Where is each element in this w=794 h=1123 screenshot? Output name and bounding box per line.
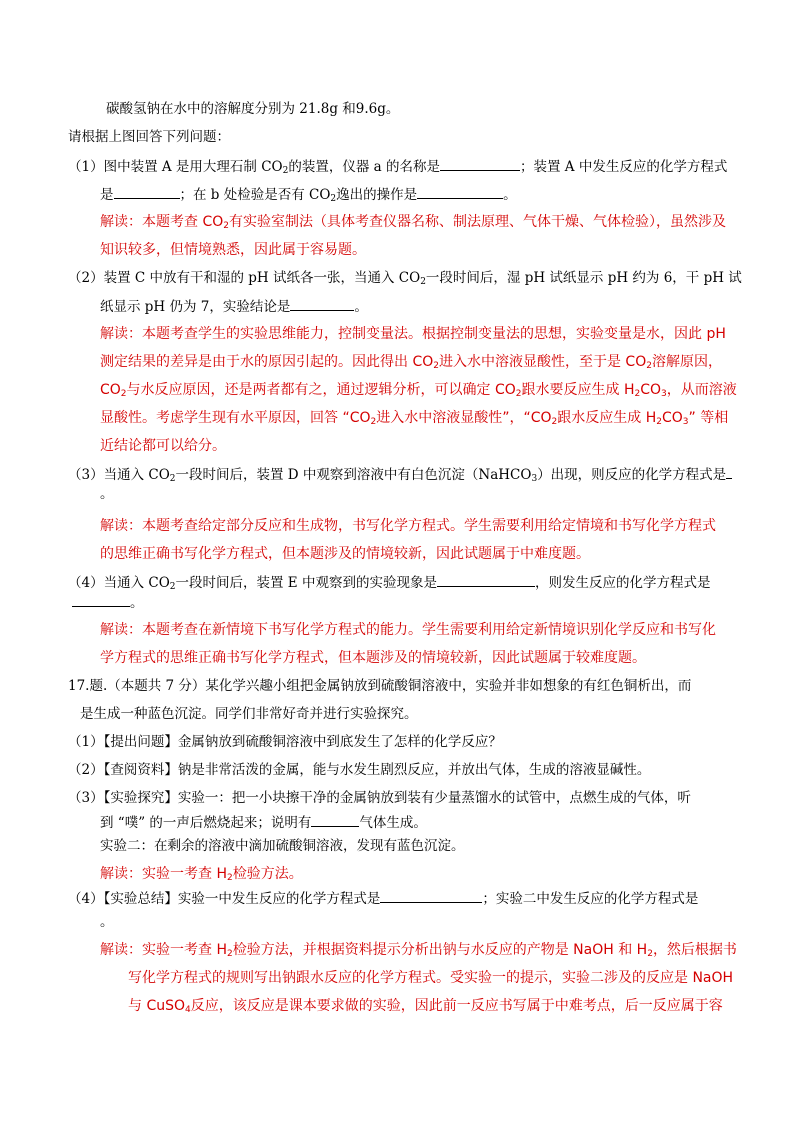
answer-blank[interactable] <box>114 184 180 199</box>
q17-commentary-4-3: 与 CuSO$_4$反应，该反应是课本要求做的实验，因此前一反应书写属于中难考点，后一反应属于容 <box>128 998 723 1015</box>
q1-commentary-2: 知识较多，但情境熟悉，因此属于容易题。 <box>100 242 366 258</box>
answer-blank[interactable] <box>440 156 520 171</box>
answer-blank[interactable] <box>311 812 359 827</box>
q1-commentary-1: 解读：本题考查 $CO_2$有实验室制法（具体考查仪器名称、制法原理、气体干燥、气体检验），虽然涉及 <box>100 214 726 231</box>
q4-commentary-1: 解读：本题考查在新情境下书写化学方程式的能力。学生需要利用给定新情境识别化学反应和书写化 <box>100 622 716 638</box>
q3-line2: 。 <box>100 486 114 502</box>
q17-part4-line1: （4）【实验总结】实验一中发生反应的化学方程式是 ；实验二中发生反应的化学方程式是 <box>68 888 698 909</box>
q17-commentary-4-2: 写化学方程式的规则写出钠跟水反应的化学方程式。受实验一的提示，实验二涉及的反应是 NaOH <box>128 970 734 986</box>
q1-line2: 是 ；在 b 处检验是否有 $CO_2$逸出的操作是 。 <box>100 184 517 205</box>
q2-line1: （2）装置 C 中放有干和湿的 pH 试纸各一张，当通入 $CO_2$一段时间后，湿 pH 试纸显示 pH 约为 6，干 pH 试 <box>68 270 742 287</box>
q2-commentary-3: $CO_2$与水反应原因，还是两者都有之，通过逻辑分析，可以确定 $CO_2$跟水要反应生成 $H_2CO_3$，从而溶液 <box>100 382 737 399</box>
q4-commentary-2: 学方程式的思维正确书写化学方程式，但本题涉及的情境较新，因此试题属于较难度题。 <box>100 650 646 666</box>
q1-line1: （1）图中装置 A 是用大理石制 $CO_2$的装置，仪器 a 的名称是 ；装置 A 中发生反应的化学方程式 <box>68 156 727 177</box>
q17-commentary-4-1: 解读：实验一考查 $H_2$检验方法，并根据资料提示分析出钠与水反应的产物是 NaOH 和 $H_2$，然后根据书 <box>100 942 737 959</box>
q17-part1: （1）【提出问题】金属钠放到硫酸铜溶液中到底发生了怎样的化学反应？ <box>68 734 502 750</box>
answer-blank[interactable] <box>437 572 535 587</box>
q17-part2: （2）【查阅资料】钠是非常活泼的金属，能与水发生剧烈反应，并放出气体，生成的溶液显碱性。 <box>68 762 651 778</box>
q2-commentary-5: 近结论都可以给分。 <box>100 438 226 454</box>
answer-blank[interactable] <box>72 592 130 607</box>
q4-line2: 。 <box>72 592 144 613</box>
q2-commentary-4: 显酸性。考虑学生现有水平原因，回答 “$CO_2$进入水中溶液显酸性”，“$CO_2$跟水反应生成 $H_2CO_3$” 等相 <box>100 410 729 427</box>
q17-part3-line2: 到 “噗” 的一声后燃烧起来；说明有 气体生成。 <box>100 812 427 833</box>
q4-line1: （4）当通入 $CO_2$一段时间后，装置 E 中观察到的实验现象是 ，则发生反应的化学方程式是 <box>68 572 710 593</box>
answer-blank[interactable] <box>380 888 482 903</box>
q17-part4-line2: 。 <box>100 914 114 930</box>
answer-blank[interactable] <box>290 296 354 311</box>
q2-commentary-1: 解读：本题考查学生的实验思维能力，控制变量法。根据控制变量法的思想，实验变量是水，因此 pH <box>100 326 726 342</box>
q3-line1: （3）当通入 $CO_2$一段时间后，装置 D 中观察到溶液中有白色沉淀（NaHCO$_3$）出现，则反应的化学方程式是 <box>68 464 732 485</box>
q2-line2: 纸显示 pH 仍为 7，实验结论是 。 <box>100 296 368 317</box>
q17-line2: 是生成一种蓝色沉淀。同学们非常好奇并进行实验探究。 <box>80 706 418 722</box>
q17-part3-line3: 实验二：在剩余的溶液中滴加硫酸铜溶液，发现有蓝色沉淀。 <box>100 838 465 854</box>
answer-blank[interactable] <box>417 184 503 199</box>
q17-part3-line1: （3）【实验探究】实验一：把一小块擦干净的金属钠放到装有少量蒸馏水的试管中，点燃生成的气体，听 <box>68 790 691 806</box>
answer-blank[interactable] <box>726 464 732 479</box>
q17-commentary-3: 解读：实验一考查 $H_2$检验方法。 <box>100 866 303 883</box>
q2-commentary-2: 测定结果的差异是由于水的原因引起的。因此得出 $CO_2$进入水中溶液显酸性，至于是 $CO_2$溶解原因， <box>100 354 722 371</box>
q17-line1: 17.题.（本题共 7 分）某化学兴趣小组把金属钠放到硫酸铜溶液中，实验并非如想象的有红色铜析出，而 <box>68 678 692 694</box>
intro-line: 碳酸氢钠在水中的溶解度分别为 21.8g 和9.6g。 <box>106 101 400 117</box>
q3-commentary-2: 的思维正确书写化学方程式，但本题涉及的情境较新，因此试题属于中难度题。 <box>100 546 590 562</box>
q3-commentary-1: 解读：本题考查给定部分反应和生成物，书写化学方程式。学生需要利用给定情境和书写化学方程式 <box>100 518 716 534</box>
instruction-line: 请根据上图回答下列问题： <box>68 129 230 145</box>
